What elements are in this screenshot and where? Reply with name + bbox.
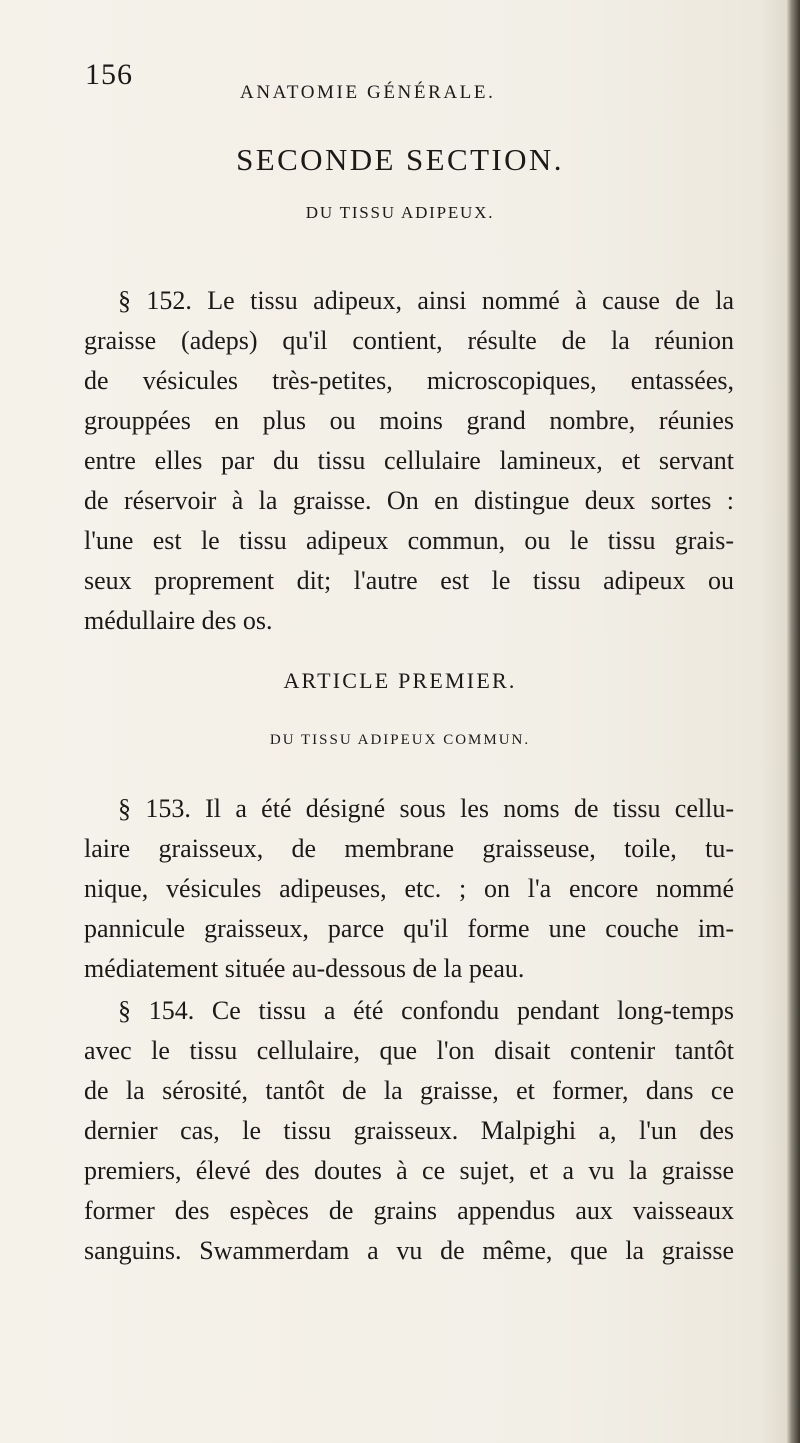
text-line: seux proprement dit; l'autre est le tissu adipeux ou xyxy=(84,566,734,595)
article-title: ARTICLE PREMIER. xyxy=(283,668,517,693)
text-line: pannicule graisseux, parce qu'il forme une couche im- xyxy=(84,914,734,943)
text-line: grouppées en plus ou moins grand nombre, réunies xyxy=(84,406,734,435)
text-line: graisse (adeps) qu'il contient, résulte de la réunion xyxy=(84,326,734,355)
text-line: médullaire des os. xyxy=(84,606,273,635)
text-line: premiers, élevé des doutes à ce sujet, et a vu la graisse xyxy=(84,1156,734,1185)
text-line: sanguins. Swammerdam a vu de même, que la graisse xyxy=(84,1236,734,1265)
page-edge-shadow xyxy=(786,0,800,1443)
section-subtitle: DU TISSU ADIPEUX. xyxy=(305,203,495,222)
text-line: § 153. Il a été désigné sous les noms de tissu cellu- xyxy=(118,794,734,823)
text-line: de la sérosité, tantôt de la graisse, et former, dans ce xyxy=(84,1076,734,1105)
text-line: de réservoir à la graisse. On en distingue deux sortes : xyxy=(84,486,734,515)
text-line: avec le tissu cellulaire, que l'on disait contenir tantôt xyxy=(84,1036,734,1065)
article-subtitle: DU TISSU ADIPEUX COMMUN. xyxy=(269,732,531,748)
text-line: entre elles par du tissu cellulaire lamineux, et servant xyxy=(84,446,734,475)
page-number: 156 xyxy=(85,58,133,91)
text-line: laire graisseux, de membrane graisseuse, toile, tu- xyxy=(84,834,734,863)
text-line: § 152. Le tissu adipeux, ainsi nommé à cause de la xyxy=(118,286,734,315)
text-line: nique, vésicules adipeuses, etc. ; on l'a encore nommé xyxy=(84,874,734,903)
text-line: médiatement située au-dessous de la peau. xyxy=(84,954,525,983)
section-title: SECONDE SECTION. xyxy=(236,142,564,177)
text-line: l'une est le tissu adipeux commun, ou le tissu grais- xyxy=(84,526,734,555)
text-line: former des espèces de grains appendus aux vaisseaux xyxy=(84,1196,734,1225)
running-head: ANATOMIE GÉNÉRALE. xyxy=(240,82,496,103)
text-line: de vésicules très-petites, microscopiques, entassées, xyxy=(84,366,734,395)
text-line: dernier cas, le tissu graisseux. Malpighi a, l'un des xyxy=(84,1116,734,1145)
text-line: § 154. Ce tissu a été confondu pendant long-temps xyxy=(118,996,734,1025)
